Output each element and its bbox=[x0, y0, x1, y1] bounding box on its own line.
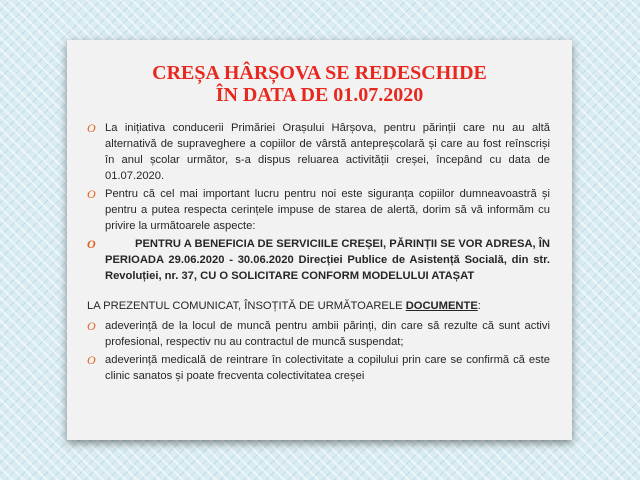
bullet-icon: O bbox=[87, 353, 96, 367]
slide-card bbox=[67, 40, 572, 440]
bullet-icon: O bbox=[87, 187, 96, 201]
notice-heading bbox=[87, 298, 550, 314]
notice-suffix: : bbox=[477, 300, 481, 312]
bullet-icon: O bbox=[87, 237, 96, 251]
bullet-icon: O bbox=[87, 121, 96, 135]
document-medical: adeverință medicală de reintrare în colectivitate a copilului prin care se confirmă că este clinic sanatos și poate frecventa colectivitatea creșei bbox=[105, 354, 550, 382]
list-item bbox=[87, 318, 550, 350]
paragraph-initiative: La inițiativa conducerii Primăriei Orașului Hârșova, pentru părinții care nu au altă alternativă de supraveghere a copiilor de vârstă antepreșcolară și care au fost reînscriși în anul școlar următor, s-a dispus reluarea activității creșei, începând cu data de 01.07.2020. bbox=[105, 122, 550, 182]
paragraph-instructions: PENTRU A BENEFICIA DE SERVICIILE CREȘEI, PĂRINȚII SE VOR ADRESA, ÎN PERIOADA 29.06.2020 - 30.06.2020 Direcției Publice de Asistență Socială, din str. Revoluției, nr. 37, CU O SOLICITARE CONFORM MODELULUI ATAȘAT bbox=[105, 238, 550, 282]
paragraph-safety: Pentru că cel mai important lucru pentru noi este siguranța copiilor dumneavoastră și pentru a putea respecta cerințele impuse de starea de alertă, dorim să vă informăm cu privire la următoarele aspecte: bbox=[105, 188, 550, 232]
notice-prefix: LA PREZENTUL COMUNICAT, ÎNSOȚITĂ DE URMĂTOARELE bbox=[87, 300, 406, 312]
list-item bbox=[87, 186, 550, 234]
notice-keyword: DOCUMENTE bbox=[405, 300, 478, 312]
list-item bbox=[87, 120, 550, 184]
slide-title bbox=[67, 62, 572, 106]
title-line-1: CREȘA HÂRȘOVA SE REDESCHIDE bbox=[152, 62, 487, 84]
list-item bbox=[87, 236, 550, 284]
slide-body bbox=[87, 120, 550, 386]
title-line-2: ÎN DATA DE 01.07.2020 bbox=[215, 84, 424, 106]
document-employment: adeverință de la locul de muncă pentru ambii părinți, din care să rezulte că sunt activi profesional, respectiv nu au contractul de muncă suspendat; bbox=[105, 320, 550, 348]
list-item bbox=[87, 352, 550, 384]
bullet-icon: O bbox=[87, 319, 96, 333]
